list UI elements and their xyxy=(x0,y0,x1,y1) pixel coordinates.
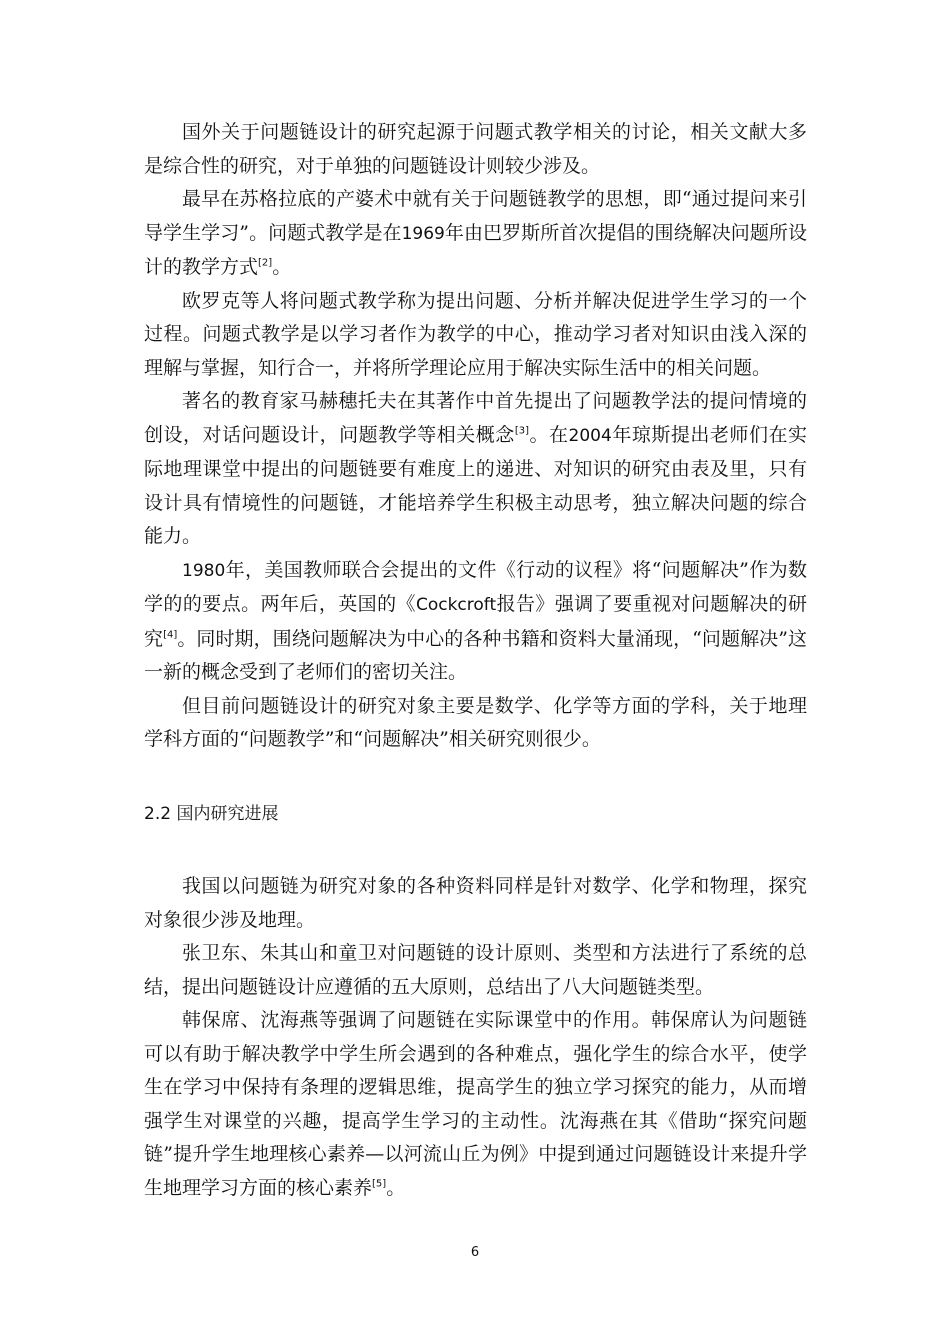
paragraph-domestic-intro: 我国以问题链为研究对象的各种资料同样是针对数学、化学和物理，探究对象很少涉及地理。 xyxy=(144,875,807,931)
cockcroft-term: Cockcroft xyxy=(415,595,497,615)
paragraph-nctm: 1980年，美国教师联合会提出的文件《行动的议程》将“问题解决”作为数学的的要点。两年后，英国的《Cockcroft报告》强调了要重视对问题解决的研究[4]。同时期，围绕问题解决为中心的各种书籍和资料大量涌现，“问题解决”这一新的概念受到了老师们的密切关注。 xyxy=(144,558,807,683)
year-2004: 2004 xyxy=(568,425,612,446)
year-1969: 1969 xyxy=(401,223,445,244)
paragraph-han-baoxi: 韩保席、沈海燕等强调了问题链在实际课堂中的作用。韩保席认为问题链可以有助于解决教学中学生所会遇到的各种难点，强化学生的综合水平，使学生在学习中保持有条理的逻辑思维，提高学生的独立学习探究的能力，从而增强学生对课堂的兴趣，提高学生学习的主动性。沈海燕在其《借助“探究问题链”提升学生地理核心素养—以河流山丘为例》中提到通过问题链设计来提升学生地理学习方面的核心素养[5]。 xyxy=(144,1009,807,1199)
paragraph-zhang-weidong: 张卫东、朱其山和童卫对问题链的设计原则、类型和方法进行了系统的总结，提出问题链设计应遵循的五大原则，总结出了八大问题链类型。 xyxy=(144,942,807,998)
paragraph-socrates: 最早在苏格拉底的产婆术中就有关于问题链教学的思想，即“通过提问来引导学生学习”。问题式教学是在1969年由巴罗斯所首次提倡的围绕解决问题所设计的教学方式[2]。 xyxy=(144,188,807,278)
paragraph-current-state: 但目前问题链设计的研究对象主要是数学、化学等方面的学科，关于地理学科方面的“问题教学”和“问题解决”相关研究则很少。 xyxy=(144,694,807,750)
year-1980: 1980 xyxy=(182,560,226,581)
citation-3: [3] xyxy=(514,425,529,437)
page-number: 6 xyxy=(470,1245,480,1260)
section-domestic-research xyxy=(144,870,807,1205)
paragraph-orourke: 欧罗克等人将问题式教学称为提出问题、分析并解决促进学生学习的一个过程。问题式教学是以学习者作为教学的中心，推动学习者对知识由浅入深的理解与掌握，知行合一，并将所学理论应用于解决实际生活中的相关问题。 xyxy=(144,289,807,379)
paragraph-origin: 国外关于问题链设计的研究起源于问题式教学相关的讨论，相关文献大多是综合性的研究，对于单独的问题链设计则较少涉及。 xyxy=(144,121,807,177)
citation-2: [2] xyxy=(258,257,273,269)
section-heading-domestic: 2.2 国内研究进展 xyxy=(144,804,279,824)
paragraph-makhmutov: 著名的教育家马赫穗托夫在其著作中首先提出了问题教学法的提问情境的创设，对话问题设计，问题教学等相关概念[3]。在2004年琼斯提出老师们在实际地理课堂中提出的问题链要有难度上的递进、对知识的研究由表及里，只有设计具有情境性的问题链，才能培养学生积极主动思考，独立解决问题的综合能力。 xyxy=(144,390,807,547)
citation-5: [5] xyxy=(372,1178,387,1190)
section-foreign-research xyxy=(144,116,807,757)
citation-4: [4] xyxy=(163,629,178,641)
